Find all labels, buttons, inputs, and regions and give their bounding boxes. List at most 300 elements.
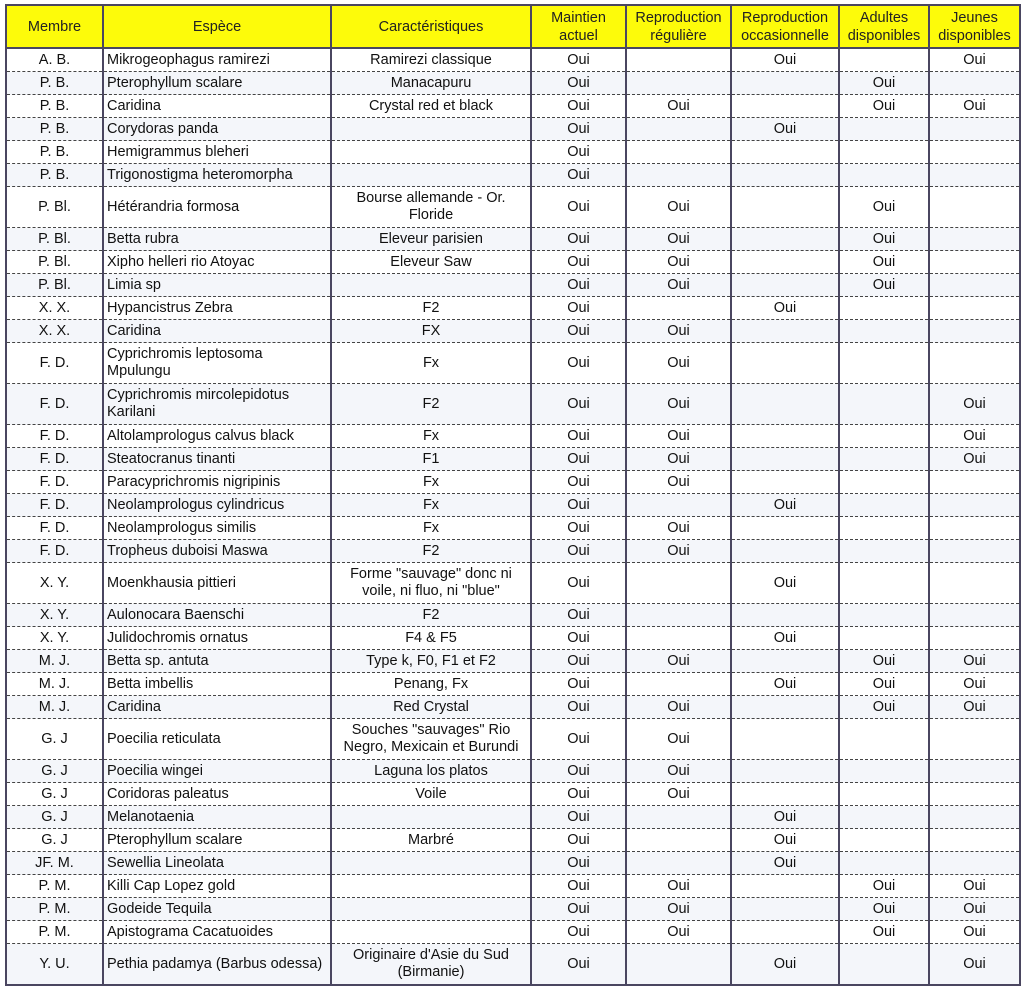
cell-membre: P. B.: [6, 95, 103, 118]
cell-membre: P. M.: [6, 898, 103, 921]
cell-membre: F. D.: [6, 425, 103, 448]
table-row: [6, 425, 1020, 448]
cell-caracteristiques: F4 & F5: [331, 627, 531, 650]
cell-reproduction-occasionnelle: [731, 141, 839, 164]
cell-caracteristiques: Red Crystal: [331, 696, 531, 719]
table-row: [6, 783, 1020, 806]
table-row: [6, 494, 1020, 517]
table-row: [6, 829, 1020, 852]
cell-caracteristiques: Fx: [331, 343, 531, 384]
cell-reproduction-reguliere: Oui: [626, 921, 731, 944]
cell-membre: P. B.: [6, 141, 103, 164]
cell-jeunes-disponibles: [929, 563, 1020, 604]
cell-membre: P. B.: [6, 118, 103, 141]
cell-reproduction-occasionnelle: [731, 251, 839, 274]
cell-reproduction-reguliere: [626, 604, 731, 627]
cell-espece: Betta sp. antuta: [103, 650, 331, 673]
header-espece: Espèce: [103, 5, 331, 48]
table-row: [6, 48, 1020, 72]
cell-jeunes-disponibles: [929, 806, 1020, 829]
cell-maintien-actuel: Oui: [531, 921, 626, 944]
cell-maintien-actuel: Oui: [531, 696, 626, 719]
cell-adultes-disponibles: [839, 164, 929, 187]
cell-adultes-disponibles: [839, 829, 929, 852]
cell-membre: P. M.: [6, 875, 103, 898]
cell-espece: Caridina: [103, 320, 331, 343]
table-row: [6, 297, 1020, 320]
cell-reproduction-reguliere: [626, 494, 731, 517]
header-caracteristiques: Caractéristiques: [331, 5, 531, 48]
cell-reproduction-reguliere: [626, 118, 731, 141]
cell-membre: F. D.: [6, 494, 103, 517]
table-row: [6, 448, 1020, 471]
cell-reproduction-occasionnelle: Oui: [731, 118, 839, 141]
cell-caracteristiques: Fx: [331, 517, 531, 540]
cell-jeunes-disponibles: [929, 760, 1020, 783]
cell-membre: X. Y.: [6, 627, 103, 650]
cell-adultes-disponibles: [839, 719, 929, 760]
cell-jeunes-disponibles: [929, 228, 1020, 251]
cell-reproduction-reguliere: Oui: [626, 384, 731, 425]
cell-adultes-disponibles: Oui: [839, 921, 929, 944]
cell-reproduction-occasionnelle: [731, 875, 839, 898]
cell-membre: X. Y.: [6, 563, 103, 604]
table-row: [6, 141, 1020, 164]
cell-jeunes-disponibles: [929, 517, 1020, 540]
cell-espece: Neolamprologus similis: [103, 517, 331, 540]
cell-espece: Cyprichromis leptosoma Mpulungu: [103, 343, 331, 384]
cell-jeunes-disponibles: [929, 540, 1020, 563]
cell-adultes-disponibles: Oui: [839, 696, 929, 719]
cell-caracteristiques: Fx: [331, 471, 531, 494]
cell-adultes-disponibles: [839, 118, 929, 141]
cell-reproduction-reguliere: Oui: [626, 696, 731, 719]
header-reproduction-reguliere: Reproduction régulière: [626, 5, 731, 48]
cell-adultes-disponibles: Oui: [839, 95, 929, 118]
cell-adultes-disponibles: Oui: [839, 274, 929, 297]
cell-membre: G. J: [6, 829, 103, 852]
cell-espece: Coridoras paleatus: [103, 783, 331, 806]
cell-reproduction-reguliere: Oui: [626, 517, 731, 540]
cell-jeunes-disponibles: [929, 251, 1020, 274]
cell-maintien-actuel: Oui: [531, 673, 626, 696]
table-row: [6, 875, 1020, 898]
cell-reproduction-occasionnelle: [731, 343, 839, 384]
header-jeunes-disponibles: Jeunes disponibles: [929, 5, 1020, 48]
cell-maintien-actuel: Oui: [531, 343, 626, 384]
cell-espece: Hypancistrus Zebra: [103, 297, 331, 320]
cell-maintien-actuel: Oui: [531, 297, 626, 320]
cell-reproduction-reguliere: Oui: [626, 187, 731, 228]
cell-jeunes-disponibles: [929, 118, 1020, 141]
cell-membre: P. B.: [6, 72, 103, 95]
cell-reproduction-reguliere: Oui: [626, 95, 731, 118]
cell-espece: Hétérandria formosa: [103, 187, 331, 228]
cell-reproduction-occasionnelle: Oui: [731, 627, 839, 650]
cell-adultes-disponibles: [839, 297, 929, 320]
cell-maintien-actuel: Oui: [531, 540, 626, 563]
cell-caracteristiques: F1: [331, 448, 531, 471]
cell-membre: F. D.: [6, 540, 103, 563]
cell-espece: Paracyprichromis nigripinis: [103, 471, 331, 494]
cell-maintien-actuel: Oui: [531, 517, 626, 540]
cell-espece: Sewellia Lineolata: [103, 852, 331, 875]
cell-espece: Cyprichromis mircolepidotus Karilani: [103, 384, 331, 425]
cell-espece: Godeide Tequila: [103, 898, 331, 921]
cell-membre: F. D.: [6, 384, 103, 425]
cell-jeunes-disponibles: [929, 343, 1020, 384]
cell-jeunes-disponibles: Oui: [929, 95, 1020, 118]
cell-espece: Limia sp: [103, 274, 331, 297]
cell-reproduction-occasionnelle: [731, 384, 839, 425]
cell-membre: F. D.: [6, 448, 103, 471]
cell-adultes-disponibles: [839, 783, 929, 806]
cell-caracteristiques: Fx: [331, 494, 531, 517]
cell-adultes-disponibles: [839, 425, 929, 448]
cell-jeunes-disponibles: Oui: [929, 448, 1020, 471]
cell-adultes-disponibles: [839, 760, 929, 783]
table-row: [6, 650, 1020, 673]
cell-membre: P. Bl.: [6, 274, 103, 297]
cell-reproduction-reguliere: [626, 673, 731, 696]
cell-jeunes-disponibles: [929, 164, 1020, 187]
cell-maintien-actuel: Oui: [531, 494, 626, 517]
cell-membre: M. J.: [6, 696, 103, 719]
cell-maintien-actuel: Oui: [531, 72, 626, 95]
table-row: [6, 320, 1020, 343]
cell-reproduction-occasionnelle: Oui: [731, 944, 839, 986]
cell-adultes-disponibles: [839, 141, 929, 164]
cell-maintien-actuel: Oui: [531, 829, 626, 852]
cell-reproduction-reguliere: Oui: [626, 540, 731, 563]
table-row: [6, 604, 1020, 627]
cell-adultes-disponibles: [839, 320, 929, 343]
cell-maintien-actuel: Oui: [531, 164, 626, 187]
cell-caracteristiques: [331, 875, 531, 898]
cell-caracteristiques: [331, 118, 531, 141]
cell-caracteristiques: [331, 921, 531, 944]
cell-maintien-actuel: Oui: [531, 251, 626, 274]
table-row: [6, 944, 1020, 986]
cell-reproduction-reguliere: Oui: [626, 471, 731, 494]
cell-caracteristiques: Ramirezi classique: [331, 48, 531, 72]
cell-maintien-actuel: Oui: [531, 141, 626, 164]
cell-caracteristiques: FX: [331, 320, 531, 343]
species-table: [5, 4, 1021, 986]
cell-maintien-actuel: Oui: [531, 650, 626, 673]
header-maintien-actuel: Maintien actuel: [531, 5, 626, 48]
cell-reproduction-reguliere: [626, 563, 731, 604]
cell-espece: Caridina: [103, 696, 331, 719]
cell-caracteristiques: F2: [331, 604, 531, 627]
cell-espece: Trigonostigma heteromorpha: [103, 164, 331, 187]
cell-jeunes-disponibles: [929, 297, 1020, 320]
cell-caracteristiques: Souches "sauvages" Rio Negro, Mexicain et Burundi: [331, 719, 531, 760]
cell-reproduction-occasionnelle: [731, 540, 839, 563]
table-row: [6, 343, 1020, 384]
cell-adultes-disponibles: [839, 563, 929, 604]
cell-jeunes-disponibles: Oui: [929, 875, 1020, 898]
cell-membre: P. B.: [6, 164, 103, 187]
cell-membre: JF. M.: [6, 852, 103, 875]
cell-adultes-disponibles: Oui: [839, 72, 929, 95]
cell-reproduction-occasionnelle: [731, 274, 839, 297]
cell-reproduction-occasionnelle: [731, 72, 839, 95]
cell-adultes-disponibles: Oui: [839, 650, 929, 673]
cell-reproduction-reguliere: [626, 141, 731, 164]
cell-jeunes-disponibles: [929, 829, 1020, 852]
table-row: [6, 187, 1020, 228]
cell-maintien-actuel: Oui: [531, 48, 626, 72]
cell-jeunes-disponibles: [929, 274, 1020, 297]
cell-espece: Poecilia reticulata: [103, 719, 331, 760]
cell-jeunes-disponibles: Oui: [929, 696, 1020, 719]
cell-maintien-actuel: Oui: [531, 425, 626, 448]
table-row: [6, 898, 1020, 921]
table-row: [6, 627, 1020, 650]
cell-adultes-disponibles: [839, 806, 929, 829]
cell-maintien-actuel: Oui: [531, 384, 626, 425]
cell-caracteristiques: [331, 806, 531, 829]
cell-maintien-actuel: Oui: [531, 563, 626, 604]
cell-espece: Mikrogeophagus ramirezi: [103, 48, 331, 72]
table-row: [6, 673, 1020, 696]
cell-membre: G. J: [6, 806, 103, 829]
cell-reproduction-reguliere: Oui: [626, 875, 731, 898]
cell-adultes-disponibles: Oui: [839, 875, 929, 898]
cell-maintien-actuel: Oui: [531, 898, 626, 921]
cell-membre: P. Bl.: [6, 228, 103, 251]
cell-reproduction-reguliere: [626, 944, 731, 986]
cell-reproduction-occasionnelle: Oui: [731, 829, 839, 852]
cell-jeunes-disponibles: [929, 783, 1020, 806]
cell-caracteristiques: Penang, Fx: [331, 673, 531, 696]
cell-jeunes-disponibles: [929, 141, 1020, 164]
cell-maintien-actuel: Oui: [531, 604, 626, 627]
cell-caracteristiques: Eleveur Saw: [331, 251, 531, 274]
cell-reproduction-occasionnelle: [731, 783, 839, 806]
cell-jeunes-disponibles: Oui: [929, 944, 1020, 986]
cell-espece: Moenkhausia pittieri: [103, 563, 331, 604]
cell-caracteristiques: F2: [331, 540, 531, 563]
cell-caracteristiques: [331, 164, 531, 187]
cell-reproduction-reguliere: Oui: [626, 274, 731, 297]
cell-reproduction-occasionnelle: [731, 448, 839, 471]
cell-adultes-disponibles: Oui: [839, 673, 929, 696]
cell-espece: Caridina: [103, 95, 331, 118]
cell-reproduction-occasionnelle: [731, 696, 839, 719]
cell-membre: G. J: [6, 719, 103, 760]
cell-reproduction-reguliere: [626, 852, 731, 875]
cell-caracteristiques: Type k, F0, F1 et F2: [331, 650, 531, 673]
cell-caracteristiques: [331, 274, 531, 297]
table-row: [6, 471, 1020, 494]
cell-adultes-disponibles: Oui: [839, 228, 929, 251]
cell-maintien-actuel: Oui: [531, 187, 626, 228]
cell-reproduction-reguliere: Oui: [626, 425, 731, 448]
cell-caracteristiques: Eleveur parisien: [331, 228, 531, 251]
header-row: [6, 5, 1020, 48]
cell-espece: Poecilia wingei: [103, 760, 331, 783]
cell-espece: Julidochromis ornatus: [103, 627, 331, 650]
cell-adultes-disponibles: Oui: [839, 898, 929, 921]
cell-adultes-disponibles: Oui: [839, 187, 929, 228]
table-row: [6, 719, 1020, 760]
cell-maintien-actuel: Oui: [531, 627, 626, 650]
cell-maintien-actuel: Oui: [531, 95, 626, 118]
cell-reproduction-occasionnelle: [731, 187, 839, 228]
cell-caracteristiques: Forme "sauvage" donc ni voile, ni fluo, ni "blue": [331, 563, 531, 604]
cell-reproduction-occasionnelle: Oui: [731, 806, 839, 829]
cell-maintien-actuel: Oui: [531, 320, 626, 343]
cell-espece: Aulonocara Baenschi: [103, 604, 331, 627]
cell-jeunes-disponibles: Oui: [929, 48, 1020, 72]
table-row: [6, 164, 1020, 187]
cell-reproduction-reguliere: [626, 164, 731, 187]
cell-jeunes-disponibles: [929, 320, 1020, 343]
cell-reproduction-occasionnelle: [731, 517, 839, 540]
cell-maintien-actuel: Oui: [531, 760, 626, 783]
cell-reproduction-occasionnelle: [731, 719, 839, 760]
cell-membre: X. X.: [6, 297, 103, 320]
cell-reproduction-occasionnelle: Oui: [731, 297, 839, 320]
cell-reproduction-occasionnelle: [731, 921, 839, 944]
table-row: [6, 72, 1020, 95]
cell-adultes-disponibles: [839, 384, 929, 425]
cell-maintien-actuel: Oui: [531, 719, 626, 760]
cell-reproduction-reguliere: [626, 806, 731, 829]
cell-reproduction-occasionnelle: [731, 604, 839, 627]
table-row: [6, 384, 1020, 425]
cell-espece: Apistograma Cacatuoides: [103, 921, 331, 944]
cell-adultes-disponibles: [839, 343, 929, 384]
cell-reproduction-occasionnelle: Oui: [731, 563, 839, 604]
cell-reproduction-reguliere: [626, 297, 731, 320]
cell-jeunes-disponibles: [929, 471, 1020, 494]
table-row: [6, 852, 1020, 875]
cell-espece: Xipho helleri rio Atoyac: [103, 251, 331, 274]
cell-espece: Pterophyllum scalare: [103, 72, 331, 95]
table-row: [6, 806, 1020, 829]
header-membre: Membre: [6, 5, 103, 48]
cell-membre: G. J: [6, 783, 103, 806]
table-row: [6, 228, 1020, 251]
cell-membre: P. M.: [6, 921, 103, 944]
cell-reproduction-reguliere: Oui: [626, 228, 731, 251]
cell-caracteristiques: Bourse allemande - Or. Floride: [331, 187, 531, 228]
cell-maintien-actuel: Oui: [531, 944, 626, 986]
cell-maintien-actuel: Oui: [531, 228, 626, 251]
cell-espece: Melanotaenia: [103, 806, 331, 829]
cell-membre: F. D.: [6, 471, 103, 494]
cell-reproduction-occasionnelle: [731, 471, 839, 494]
cell-caracteristiques: F2: [331, 384, 531, 425]
cell-adultes-disponibles: [839, 448, 929, 471]
cell-membre: F. D.: [6, 343, 103, 384]
cell-reproduction-reguliere: [626, 48, 731, 72]
cell-reproduction-occasionnelle: [731, 228, 839, 251]
cell-adultes-disponibles: [839, 494, 929, 517]
cell-espece: Betta rubra: [103, 228, 331, 251]
table-row: [6, 760, 1020, 783]
cell-reproduction-reguliere: Oui: [626, 783, 731, 806]
cell-membre: P. Bl.: [6, 251, 103, 274]
cell-caracteristiques: Laguna los platos: [331, 760, 531, 783]
cell-membre: A. B.: [6, 48, 103, 72]
cell-jeunes-disponibles: Oui: [929, 425, 1020, 448]
cell-reproduction-reguliere: Oui: [626, 650, 731, 673]
cell-espece: Altolamprologus calvus black: [103, 425, 331, 448]
cell-espece: Steatocranus tinanti: [103, 448, 331, 471]
table-row: [6, 563, 1020, 604]
cell-adultes-disponibles: [839, 627, 929, 650]
cell-jeunes-disponibles: Oui: [929, 384, 1020, 425]
cell-adultes-disponibles: [839, 604, 929, 627]
cell-maintien-actuel: Oui: [531, 852, 626, 875]
cell-caracteristiques: Marbré: [331, 829, 531, 852]
table-row: [6, 274, 1020, 297]
cell-maintien-actuel: Oui: [531, 118, 626, 141]
cell-membre: M. J.: [6, 673, 103, 696]
cell-jeunes-disponibles: [929, 72, 1020, 95]
cell-membre: F. D.: [6, 517, 103, 540]
cell-caracteristiques: Voile: [331, 783, 531, 806]
cell-caracteristiques: [331, 141, 531, 164]
cell-reproduction-reguliere: Oui: [626, 251, 731, 274]
cell-caracteristiques: [331, 898, 531, 921]
cell-adultes-disponibles: Oui: [839, 251, 929, 274]
cell-reproduction-reguliere: Oui: [626, 760, 731, 783]
cell-caracteristiques: Manacapuru: [331, 72, 531, 95]
cell-maintien-actuel: Oui: [531, 806, 626, 829]
table-row: [6, 696, 1020, 719]
cell-espece: Pterophyllum scalare: [103, 829, 331, 852]
cell-maintien-actuel: Oui: [531, 875, 626, 898]
cell-caracteristiques: Crystal red et black: [331, 95, 531, 118]
cell-reproduction-reguliere: [626, 72, 731, 95]
cell-adultes-disponibles: [839, 471, 929, 494]
cell-jeunes-disponibles: [929, 852, 1020, 875]
cell-membre: X. X.: [6, 320, 103, 343]
table-row: [6, 251, 1020, 274]
cell-caracteristiques: [331, 852, 531, 875]
cell-reproduction-reguliere: Oui: [626, 898, 731, 921]
table-row: [6, 540, 1020, 563]
cell-reproduction-reguliere: [626, 829, 731, 852]
cell-membre: M. J.: [6, 650, 103, 673]
cell-jeunes-disponibles: Oui: [929, 898, 1020, 921]
cell-reproduction-occasionnelle: [731, 95, 839, 118]
cell-adultes-disponibles: [839, 852, 929, 875]
cell-espece: Hemigrammus bleheri: [103, 141, 331, 164]
cell-reproduction-occasionnelle: Oui: [731, 494, 839, 517]
table-row: [6, 921, 1020, 944]
cell-espece: Killi Cap Lopez gold: [103, 875, 331, 898]
cell-jeunes-disponibles: [929, 627, 1020, 650]
cell-maintien-actuel: Oui: [531, 783, 626, 806]
cell-reproduction-occasionnelle: [731, 760, 839, 783]
cell-caracteristiques: F2: [331, 297, 531, 320]
cell-membre: Y. U.: [6, 944, 103, 986]
cell-maintien-actuel: Oui: [531, 448, 626, 471]
cell-reproduction-occasionnelle: [731, 650, 839, 673]
cell-jeunes-disponibles: [929, 604, 1020, 627]
cell-espece: Pethia padamya (Barbus odessa): [103, 944, 331, 986]
header-adultes-disponibles: Adultes disponibles: [839, 5, 929, 48]
cell-espece: Betta imbellis: [103, 673, 331, 696]
cell-reproduction-occasionnelle: Oui: [731, 48, 839, 72]
cell-maintien-actuel: Oui: [531, 471, 626, 494]
